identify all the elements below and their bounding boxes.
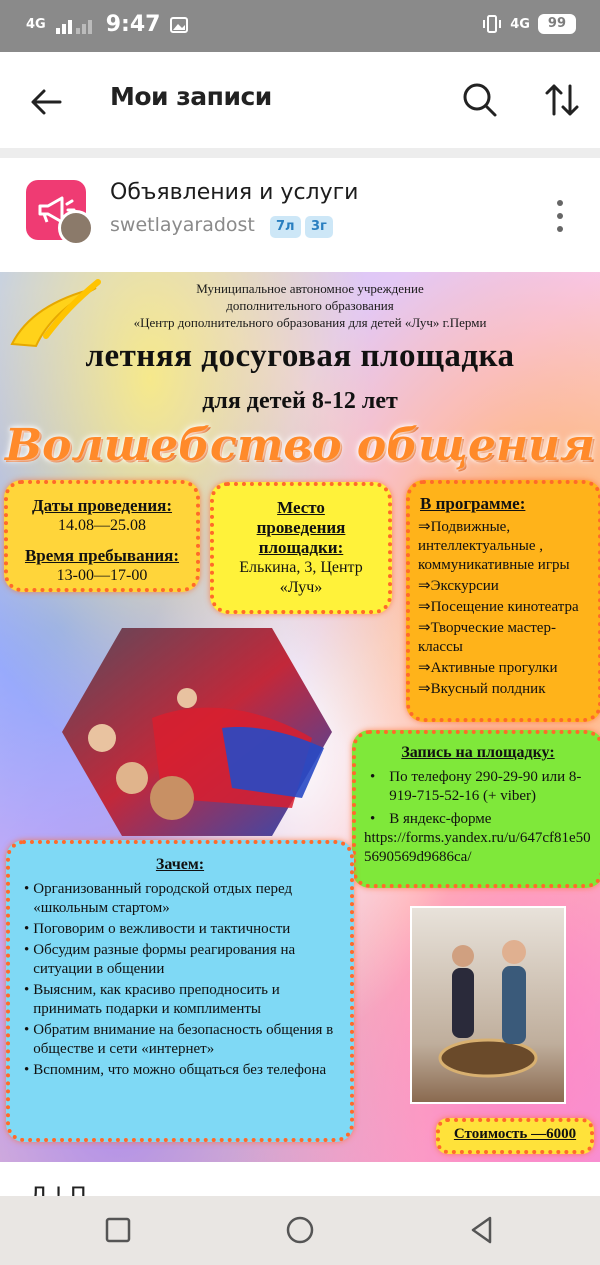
- program-item: ⇒Активные прогулки: [418, 660, 558, 676]
- list-item: • Вспомним, что можно общаться без телефона: [24, 1062, 327, 1078]
- program-item: ⇒Творческие мастер-классы: [418, 620, 556, 655]
- cost-box: [436, 1118, 594, 1154]
- registration-box: [352, 730, 600, 888]
- children-game-photo: [410, 906, 566, 1104]
- gallery-notification-icon: [170, 16, 188, 34]
- page-title: Мои записи: [110, 82, 272, 111]
- network-indicator-right: 4G: [510, 16, 530, 32]
- list-item: • По телефону 290-29-90 или 8-919-715-52-16 (+ viber): [370, 769, 582, 804]
- poster-headline: летняя досуговая площадка: [85, 338, 515, 374]
- dates-value: 14.08—25.08: [58, 517, 146, 534]
- sort-arrows-icon[interactable]: [542, 80, 582, 120]
- post-header: [0, 158, 600, 272]
- dates-title: Даты проведения:: [31, 496, 173, 515]
- poster-subhead: для детей 8-12 лет: [202, 388, 398, 414]
- vibrate-icon: [482, 14, 502, 34]
- place-address: Елькина, 3, Центр «Луч»: [239, 559, 363, 596]
- list-item: • Обсудим разные формы реагирования на ситуации в общении: [24, 942, 296, 977]
- arrow-left-icon[interactable]: [26, 82, 66, 122]
- app-bar: [0, 52, 600, 148]
- program-item: ⇒Подвижные, интеллектуальные , коммуникативные игры: [418, 519, 570, 573]
- poster-slogan: Волшебство общения: [4, 420, 596, 471]
- program-item: ⇒Экскурсии: [418, 578, 499, 594]
- dates-box: [4, 480, 200, 592]
- program-item: ⇒Посещение кинотеатра: [418, 599, 579, 615]
- registration-title: Запись на площадку:: [401, 744, 555, 761]
- children-photo: [62, 628, 332, 836]
- tag-badge: 7л: [270, 216, 301, 238]
- list-item: • Выясним, как красиво преподносить и принимать подарки и комплименты: [24, 982, 280, 1017]
- search-icon[interactable]: [460, 80, 500, 120]
- place-title-line: Место: [277, 498, 325, 517]
- post-image[interactable]: [0, 272, 600, 1162]
- avatar[interactable]: [58, 210, 94, 246]
- signal-icon: [56, 16, 96, 34]
- why-title: Зачем:: [155, 856, 205, 873]
- back-triangle-icon[interactable]: [466, 1214, 498, 1246]
- status-bar: [0, 0, 600, 52]
- battery-indicator: 99: [538, 14, 576, 34]
- institution-text: Муниципальное автономное учреждение дополнительного образования «Центр дополнительного образования для детей «Луч» г.Перми: [133, 281, 487, 330]
- program-box: [406, 480, 600, 722]
- registration-link: https://forms.yandex.ru/u/647cf81e505690569d9686ca/: [364, 830, 591, 865]
- list-item: • В яндекс-форме: [370, 811, 492, 827]
- list-item: • Поговорим о вежливости и тактичности: [24, 921, 291, 937]
- system-nav-bar: [0, 1196, 600, 1265]
- program-title: В программе:: [420, 494, 526, 513]
- cost-label: Стоимость —6000: [453, 1126, 577, 1142]
- more-vertical-icon[interactable]: [552, 198, 568, 234]
- home-icon[interactable]: [284, 1214, 316, 1246]
- section-divider: [0, 148, 600, 158]
- tag-badge: 3г: [305, 216, 333, 238]
- why-box: [6, 840, 354, 1142]
- program-item: ⇒Вкусный полдник: [418, 681, 546, 697]
- clock: 9:47: [105, 12, 161, 37]
- group-name[interactable]: Объявления и услуги: [110, 180, 359, 205]
- list-item: • Обратим внимание на безопасность общения в обществе и сети «интернет»: [24, 1022, 334, 1057]
- time-value: 13-00—17-00: [56, 567, 148, 584]
- author-name[interactable]: swetlayaradost: [110, 214, 255, 236]
- network-indicator: 4G: [26, 17, 46, 32]
- place-box: [210, 482, 392, 614]
- list-item: • Организованный городской отдых перед «школьным стартом»: [24, 881, 293, 916]
- time-title: Время пребывания:: [24, 546, 180, 565]
- place-title-line: проведения: [256, 518, 346, 537]
- recent-apps-icon[interactable]: [102, 1214, 134, 1246]
- place-title-line: площадки:: [258, 538, 344, 557]
